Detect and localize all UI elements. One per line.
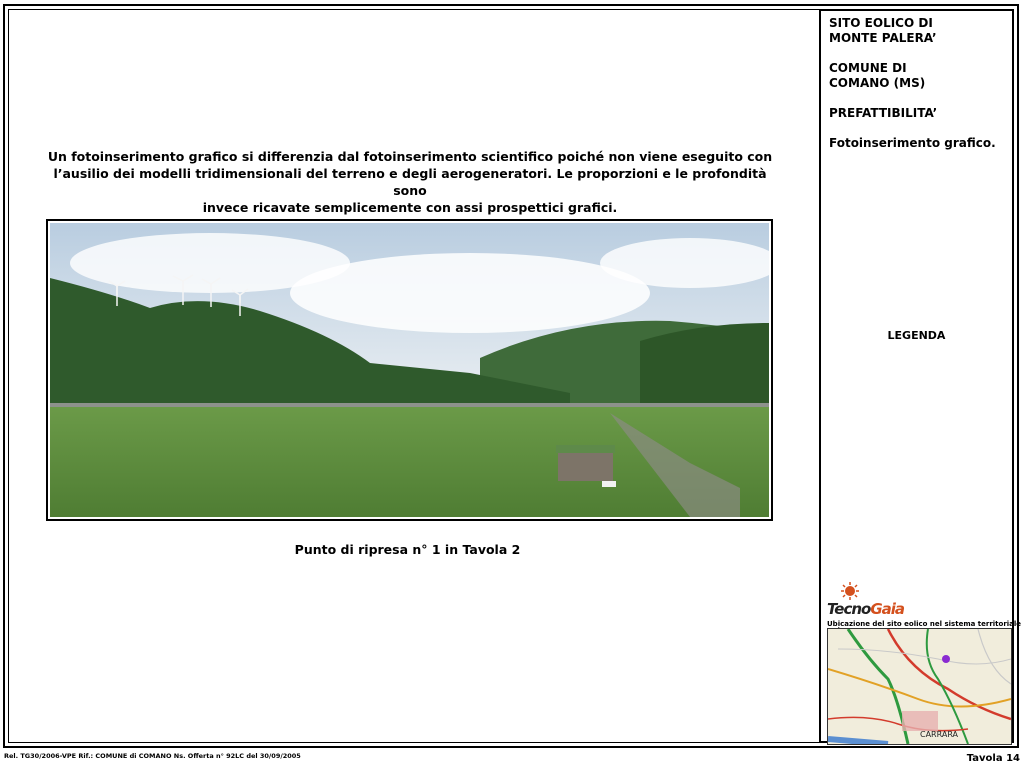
- sheet-subject: Fotoinserimento grafico.: [829, 136, 996, 150]
- cloud: [290, 253, 650, 333]
- building-roof: [556, 445, 615, 453]
- road-map: [828, 629, 1011, 744]
- site-name-line: SITO EOLICO DI: [829, 16, 933, 30]
- landscape-photo: [46, 219, 773, 521]
- site-name-line: MONTE PALERA’: [829, 31, 937, 45]
- dam-crest: [50, 403, 769, 407]
- tecnogaia-logo: [827, 586, 917, 622]
- intro-text: [40, 148, 780, 216]
- intro-line: invece ricavate semplicemente con assi prospettici grafici.: [202, 200, 618, 215]
- legend-label: LEGENDA: [887, 329, 946, 342]
- intro-line: l’ausilio dei modelli tridimensionali del terreno e degli aerogeneratori. Le proporzioni e le profondità sono: [53, 166, 767, 198]
- intro-line: Un fotoinserimento grafico si differenzia dal fotoinserimento scientifico poiché non viene eseguito con: [47, 149, 773, 164]
- building: [558, 451, 613, 481]
- photo-illustration: [50, 223, 769, 517]
- document-reference: Rel. TG30/2006-VPE Rif.: COMUNE di COMANO Ns. Offerta n° 92LC del 30/09/2005: [4, 752, 301, 760]
- project-phase: PREFATTIBILITA’: [829, 106, 938, 120]
- sun-icon: [837, 582, 863, 600]
- map-label: CARRARA: [920, 730, 959, 739]
- car: [602, 481, 616, 487]
- sheet-number: Tavola 14: [966, 753, 1020, 764]
- photo-caption: Punto di ripresa n° 1 in Tavola 2: [294, 542, 521, 557]
- location-map: [827, 628, 1012, 745]
- title-block: [819, 9, 1022, 743]
- municipality-line: COMANO (MS): [829, 76, 926, 90]
- municipality-line: COMUNE DI: [829, 61, 907, 75]
- title-block-text: [829, 16, 996, 166]
- map-caption: Ubicazione del sito eolico nel sistema territoriale: [827, 620, 1022, 628]
- right-hill: [640, 323, 769, 413]
- logo-wordmark: TecnoGaia: [827, 600, 905, 618]
